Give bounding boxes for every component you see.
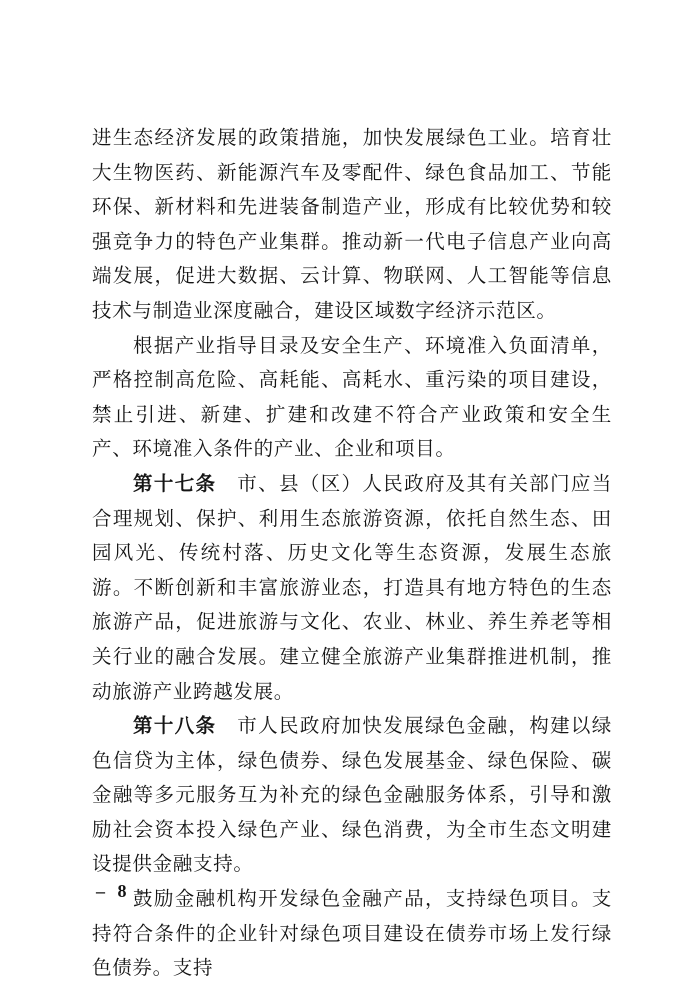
paragraph-text: 鼓励金融机构开发绿色金融产品，支持绿色项目。支持符合条件的企业针对绿色项目建设在债券市场上发行绿色债券。支持 xyxy=(92,887,612,980)
paragraph-text: 根据产业指导目录及安全生产、环境准入负面清单，严格控制高危险、高耗能、高耗水、重污染的项目建设，禁止引进、新建、扩建和改建不符合产业政策和安全生产、环境准入条件的产业、企业和项目。 xyxy=(92,333,612,461)
article-17-paragraph xyxy=(92,467,612,709)
paragraph-text: 市人民政府加快发展绿色金融，构建以绿色信贷为主体，绿色债券、绿色发展基金、绿色保险、碳金融等多元服务互为补充的绿色金融服务体系，引导和激励社会资本投入绿色产业、绿色消费，为全市生态文明建设提供金融支持。 xyxy=(92,714,612,876)
paragraph-text: 进生态经济发展的政策措施，加快发展绿色工业。培育壮大生物医药、新能源汽车及零配件、绿色食品加工、节能环保、新材料和先进装备制造产业，形成有比较优势和较强竞争力的特色产业集群。推动新一代电子信息产业向高端发展，促进大数据、云计算、物联网、人工智能等信息技术与制造业深度融合，建设区域数字经济示范区。 xyxy=(92,126,612,322)
article-number: 第十八条 xyxy=(133,714,217,738)
paragraph-5 xyxy=(92,882,612,986)
article-number: 第十七条 xyxy=(133,471,217,495)
paragraph-text: 市、县（区）人民政府及其有关部门应当合理规划、保护、利用生态旅游资源，依托自然生态、田园风光、传统村落、历史文化等生态资源，发展生态旅游。不断创新和丰富旅游业态，打造具有地方特色的生态旅游产品，促进旅游与文化、农业、林业、养生养老等相关行业的融合发展。建立健全旅游产业集群推进机制，推动旅游产业跨越发展。 xyxy=(92,471,612,703)
page-number: – 8 – xyxy=(96,881,152,901)
paragraph-2 xyxy=(92,329,612,467)
body-text xyxy=(92,121,612,986)
paragraph-1 xyxy=(92,121,612,329)
article-18-paragraph xyxy=(92,709,612,882)
